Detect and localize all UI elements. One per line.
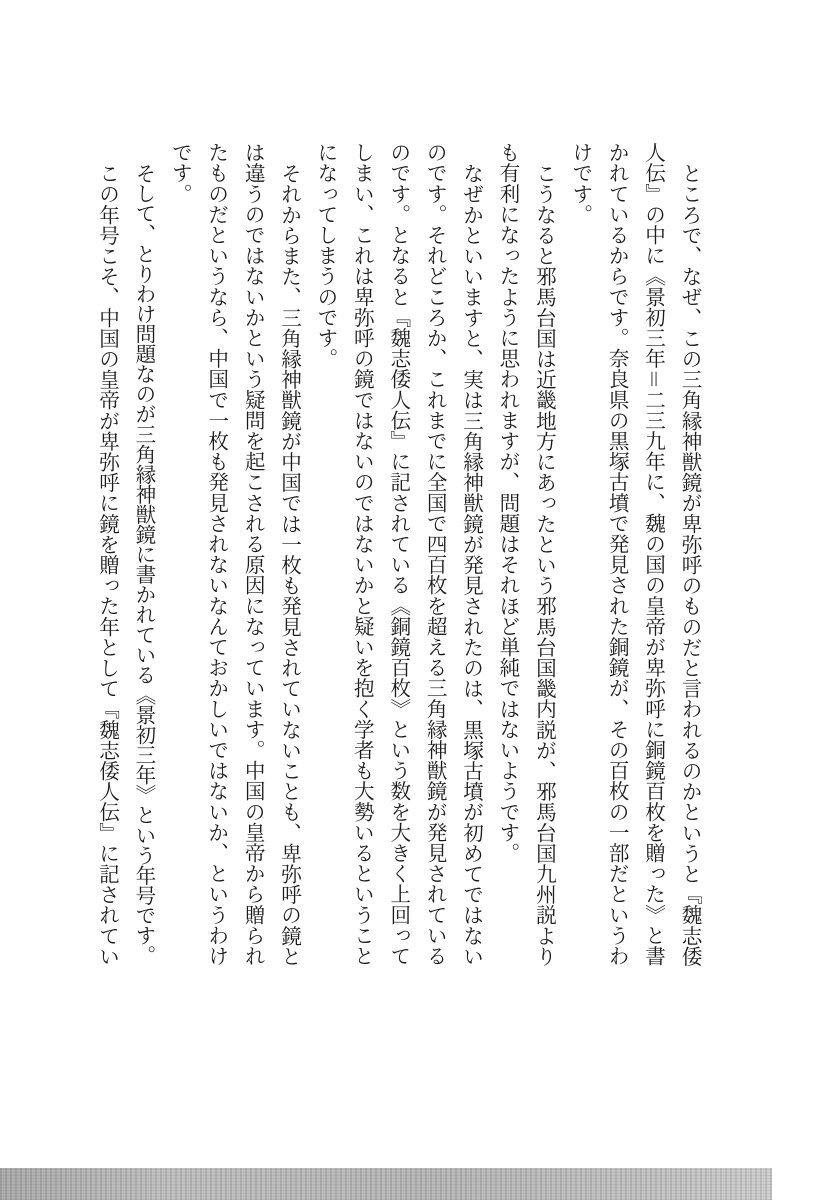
text-column: こうなると邪馬台国は近畿地方にあったという邪馬台国畿内説が、邪馬台国九州説より	[532, 162, 557, 966]
text-column: この年号こそ、中国の皇帝が卑弥呼に鏡を贈った年として『魏志倭人伝』に記されてい	[95, 162, 120, 966]
text-column: なぜかといいますと、実は三角縁神獣鏡が発見されたのは、黒塚古墳が初めてではない	[459, 162, 484, 966]
text-column: も有利になったように思われますが、問題はそれほど単純ではないようです。	[495, 142, 520, 863]
text-column: それからまた、三角縁神獣鏡が中国では一枚も発見されていないことも、卑弥呼の鏡と	[277, 162, 302, 966]
text-column: になってしまうのです。	[313, 142, 338, 369]
text-column: のです。となると『魏志倭人伝』に記されている《銅鏡百枚》という数を大きく上回って	[386, 142, 411, 966]
text-column: 人伝』の中に《景初三年＝二三九年に、魏の国の皇帝が卑弥呼に銅鏡百枚を贈った》と書	[641, 142, 666, 966]
text-column: かれているからです。奈良県の黒塚古墳で発見された銅鏡が、その百枚の一部だというわ	[605, 142, 630, 966]
text-column: ところで、なぜ、この三角縁神獣鏡が卑弥呼のものだと言われるのかというと『魏志倭	[678, 162, 702, 966]
text-column: は違うのではないかという疑問を起こされる原因になっています。中国の皇帝から贈られ	[241, 142, 266, 966]
text-column: けです。	[568, 142, 593, 225]
text-column: です。	[168, 142, 193, 204]
vertical-text-block	[89, 142, 708, 967]
text-column: たものだというなら、中国で一枚も発見されないなんておかしいではないか、というわけ	[204, 142, 229, 966]
page-bottom-edge	[0, 1168, 772, 1200]
text-column: のです。それどころか、これまでに全国で四百枚を超える三角縁神獣鏡が発見されている	[423, 142, 448, 966]
text-column: そして、とりわけ問題なのが三角縁神獣鏡に書かれている《景初三年》という年号です。	[131, 162, 156, 965]
text-column: しまい、これは卑弥呼の鏡ではないのではないかと疑いを抱く学者も大勢いるということ	[350, 142, 375, 966]
